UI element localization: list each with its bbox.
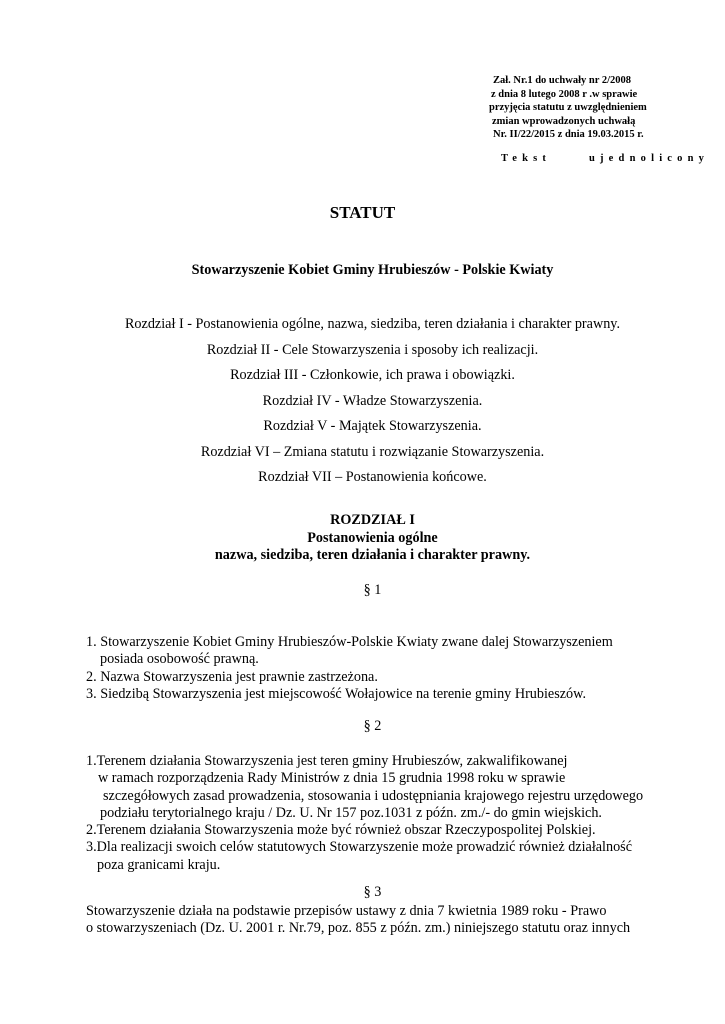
association-name: Stowarzyszenie Kobiet Gminy Hrubieszów - Polskie Kwiaty [191,262,554,278]
paragraph-line: 1.Terenem działania Stowarzyszenia jest teren gminy Hrubieszów, zakwalifikowanej [86,753,568,769]
toc-item: Rozdział II - Cele Stowarzyszenia i sposoby ich realizacji. [206,341,539,358]
toc-item: Rozdział VI – Zmiana statutu i rozwiązanie Stowarzyszenia. [200,443,545,460]
paragraph-line: poza granicami kraju. [97,856,221,873]
toc-item: Rozdział IV - Władze Stowarzyszenia. [262,392,483,409]
paragraph-line: 3. Siedzibą Stowarzyszenia jest miejscowość Wołajowice na terenie gminy Hrubieszów. [86,685,587,702]
chapter-subtitle: nazwa, siedziba, teren działania i charakter prawny. [214,547,531,563]
paragraph-1-body [86,634,686,703]
paragraph-symbol: § 1 [363,582,382,598]
attachment-note-line: zmian wprowadzonych uchwałą [492,115,636,127]
chapter-heading [0,512,725,565]
paragraph-line: 2. Nazwa Stowarzyszenia jest prawnie zastrzeżona. [86,668,378,685]
paragraph-line: 3.Dla realizacji swoich celów statutowych Stowarzyszenie może prowadzić również działalność [86,839,633,856]
paragraph-symbol: § 3 [363,884,382,900]
attachment-note-line: Nr. II/22/2015 z dnia 19.03.2015 r. [493,129,644,141]
attachment-note-line: z dnia 8 lutego 2008 r .w sprawie [491,88,638,100]
paragraph-line: 1. Stowarzyszenie Kobiet Gminy Hrubieszów-Polskie Kwiaty zwane dalej Stowarzyszeniem [86,634,613,650]
consolidated-text-label: Tekst ujednolicony [501,153,710,164]
paragraph-line: Stowarzyszenie działa na podstawie przepisów ustawy z dnia 7 kwietnia 1989 roku - Prawo [86,903,607,919]
toc-item: Rozdział VII – Postanowienia końcowe. [258,469,487,485]
toc-item: Rozdział V - Majątek Stowarzyszenia. [263,418,482,434]
chapter-subtitle: Postanowienia ogólne [307,529,438,546]
attachment-note-line: Zał. Nr.1 do uchwały nr 2/2008 [493,75,631,86]
paragraph-line: w ramach rozporządzenia Rady Ministrów z dnia 15 grudnia 1998 roku w sprawie [98,770,566,787]
attachment-note [480,74,680,142]
paragraph-symbol: § 2 [363,718,382,734]
toc-item: Rozdział I - Postanowienia ogólne, nazwa, siedziba, teren działania i charakter prawny. [124,316,621,332]
paragraph-line: posiada osobowość prawną. [100,651,259,668]
paragraph-line: 2.Terenem działania Stowarzyszenia może być również obszar Rzeczypospolitej Polskiej. [86,822,596,839]
paragraph-2-body [86,753,686,874]
attachment-note-line: przyjęcia statutu z uwzględnieniem [489,102,647,114]
paragraph-line: szczegółowych zasad prowadzenia, stosowania i udostępniania krajowego rejestru urzędowego [103,787,644,804]
toc-item: Rozdział III - Członkowie, ich prawa i obowiązki. [230,367,515,383]
paragraph-line: o stowarzyszeniach (Dz. U. 2001 r. Nr.79, poz. 855 z późn. zm.) niniejszego statutu oraz innych [86,920,631,937]
table-of-contents [0,312,725,491]
paragraph-line: podziału terytorialnego kraju / Dz. U. Nr 157 poz.1031 z późn. zm./- do gmin wiejskich. [100,804,602,821]
document-title: STATUT [329,203,396,222]
paragraph-3-body [86,903,686,938]
chapter-number: ROZDZIAŁ I [330,512,415,528]
